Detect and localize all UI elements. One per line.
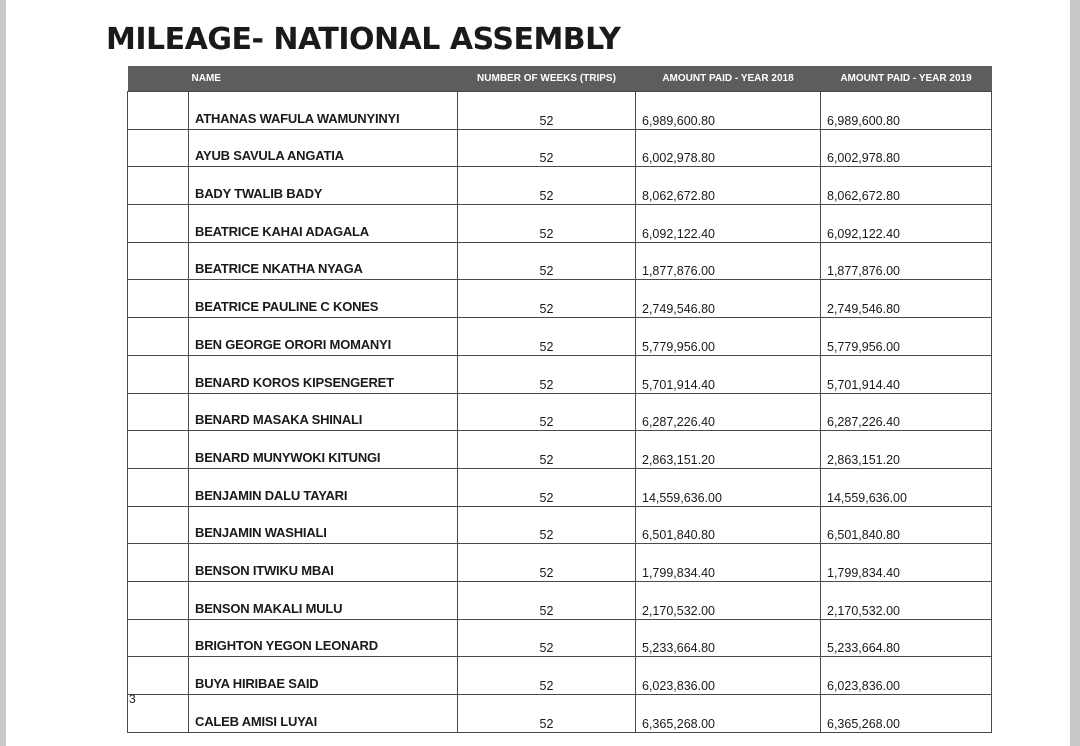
amount-2018-cell: 6,501,840.80 <box>636 506 821 544</box>
table-row <box>128 619 992 657</box>
table-row <box>128 544 992 582</box>
table-row <box>128 393 992 431</box>
amount-2019-cell: 1,877,876.00 <box>821 242 992 280</box>
mileage-table <box>127 66 992 733</box>
row-index-cell <box>128 393 189 431</box>
amount-2019-cell: 5,233,664.80 <box>821 619 992 657</box>
amount-2018-cell: 1,877,876.00 <box>636 242 821 280</box>
amount-2018-cell: 6,092,122.40 <box>636 205 821 243</box>
header-amount-2019: AMOUNT PAID - YEAR 2019 <box>821 66 992 92</box>
row-index-cell <box>128 431 189 469</box>
weeks-cell: 52 <box>458 129 636 167</box>
table-row <box>128 431 992 469</box>
amount-2018-cell: 6,023,836.00 <box>636 657 821 695</box>
weeks-cell: 52 <box>458 167 636 205</box>
amount-2018-cell: 2,863,151.20 <box>636 431 821 469</box>
row-index-cell <box>128 468 189 506</box>
weeks-cell: 52 <box>458 544 636 582</box>
amount-2018-cell: 6,989,600.80 <box>636 92 821 130</box>
amount-2019-cell: 6,365,268.00 <box>821 695 992 733</box>
member-name-cell: CALEB AMISI LUYAI <box>189 695 458 733</box>
amount-2018-cell: 6,002,978.80 <box>636 129 821 167</box>
member-name-cell: AYUB SAVULA ANGATIA <box>189 129 458 167</box>
row-index-cell <box>128 205 189 243</box>
header-amount-2018: AMOUNT PAID - YEAR 2018 <box>636 66 821 92</box>
table-row <box>128 355 992 393</box>
weeks-cell: 52 <box>458 318 636 356</box>
amount-2019-cell: 2,749,546.80 <box>821 280 992 318</box>
amount-2018-cell: 14,559,636.00 <box>636 468 821 506</box>
table-row <box>128 205 992 243</box>
amount-2018-cell: 5,701,914.40 <box>636 355 821 393</box>
row-index-cell <box>128 619 189 657</box>
row-index-cell <box>128 657 189 695</box>
weeks-cell: 52 <box>458 695 636 733</box>
row-index-cell <box>128 167 189 205</box>
weeks-cell: 52 <box>458 280 636 318</box>
row-index-cell <box>128 242 189 280</box>
row-index-cell <box>128 355 189 393</box>
member-name-cell: BENSON ITWIKU MBAI <box>189 544 458 582</box>
row-index-cell <box>128 318 189 356</box>
row-index-cell <box>128 544 189 582</box>
table-row <box>128 468 992 506</box>
amount-2018-cell: 5,779,956.00 <box>636 318 821 356</box>
amount-2019-cell: 5,701,914.40 <box>821 355 992 393</box>
table-row <box>128 506 992 544</box>
amount-2019-cell: 6,002,978.80 <box>821 129 992 167</box>
amount-2019-cell: 1,799,834.40 <box>821 544 992 582</box>
amount-2019-cell: 6,023,836.00 <box>821 657 992 695</box>
table-row <box>128 318 992 356</box>
amount-2019-cell: 2,863,151.20 <box>821 431 992 469</box>
amount-2018-cell: 1,799,834.40 <box>636 544 821 582</box>
row-index-cell <box>128 695 189 733</box>
table-header-row <box>128 66 992 92</box>
weeks-cell: 52 <box>458 242 636 280</box>
amount-2018-cell: 5,233,664.80 <box>636 619 821 657</box>
header-name: NAME <box>189 66 458 92</box>
page-title: MILEAGE- NATIONAL ASSEMBLY <box>106 22 621 57</box>
amount-2018-cell: 6,287,226.40 <box>636 393 821 431</box>
weeks-cell: 52 <box>458 581 636 619</box>
member-name-cell: BEATRICE KAHAI ADAGALA <box>189 205 458 243</box>
table-row <box>128 92 992 130</box>
weeks-cell: 52 <box>458 657 636 695</box>
table-body <box>128 92 992 733</box>
amount-2019-cell: 6,501,840.80 <box>821 506 992 544</box>
amount-2018-cell: 6,365,268.00 <box>636 695 821 733</box>
member-name-cell: BEATRICE PAULINE C KONES <box>189 280 458 318</box>
member-name-cell: BENJAMIN WASHIALI <box>189 506 458 544</box>
member-name-cell: BENARD MASAKA SHINALI <box>189 393 458 431</box>
row-index-cell <box>128 129 189 167</box>
table-row <box>128 242 992 280</box>
table-row <box>128 129 992 167</box>
amount-2019-cell: 6,092,122.40 <box>821 205 992 243</box>
amount-2019-cell: 2,170,532.00 <box>821 581 992 619</box>
row-index-cell <box>128 92 189 130</box>
member-name-cell: BENJAMIN DALU TAYARI <box>189 468 458 506</box>
member-name-cell: BRIGHTON YEGON LEONARD <box>189 619 458 657</box>
weeks-cell: 52 <box>458 431 636 469</box>
member-name-cell: BUYA HIRIBAE SAID <box>189 657 458 695</box>
amount-2019-cell: 5,779,956.00 <box>821 318 992 356</box>
weeks-cell: 52 <box>458 205 636 243</box>
amount-2019-cell: 14,559,636.00 <box>821 468 992 506</box>
member-name-cell: BADY TWALIB BADY <box>189 167 458 205</box>
table-row <box>128 581 992 619</box>
weeks-cell: 52 <box>458 468 636 506</box>
table-row <box>128 280 992 318</box>
weeks-cell: 52 <box>458 393 636 431</box>
amount-2018-cell: 8,062,672.80 <box>636 167 821 205</box>
row-index-cell <box>128 506 189 544</box>
amount-2019-cell: 6,287,226.40 <box>821 393 992 431</box>
amount-2018-cell: 2,170,532.00 <box>636 581 821 619</box>
member-name-cell: BENARD KOROS KIPSENGERET <box>189 355 458 393</box>
table-row <box>128 695 992 733</box>
header-index <box>128 66 189 92</box>
member-name-cell: BEN GEORGE ORORI MOMANYI <box>189 318 458 356</box>
member-name-cell: ATHANAS WAFULA WAMUNYINYI <box>189 92 458 130</box>
header-weeks: NUMBER OF WEEKS (TRIPS) <box>458 66 636 92</box>
page-number: 3 <box>129 692 136 706</box>
table-row <box>128 167 992 205</box>
weeks-cell: 52 <box>458 92 636 130</box>
member-name-cell: BENARD MUNYWOKI KITUNGI <box>189 431 458 469</box>
row-index-cell <box>128 581 189 619</box>
member-name-cell: BEATRICE NKATHA NYAGA <box>189 242 458 280</box>
member-name-cell: BENSON MAKALI MULU <box>189 581 458 619</box>
amount-2019-cell: 6,989,600.80 <box>821 92 992 130</box>
amount-2019-cell: 8,062,672.80 <box>821 167 992 205</box>
weeks-cell: 52 <box>458 355 636 393</box>
amount-2018-cell: 2,749,546.80 <box>636 280 821 318</box>
table-row <box>128 657 992 695</box>
weeks-cell: 52 <box>458 506 636 544</box>
weeks-cell: 52 <box>458 619 636 657</box>
row-index-cell <box>128 280 189 318</box>
document-page <box>6 0 1070 746</box>
